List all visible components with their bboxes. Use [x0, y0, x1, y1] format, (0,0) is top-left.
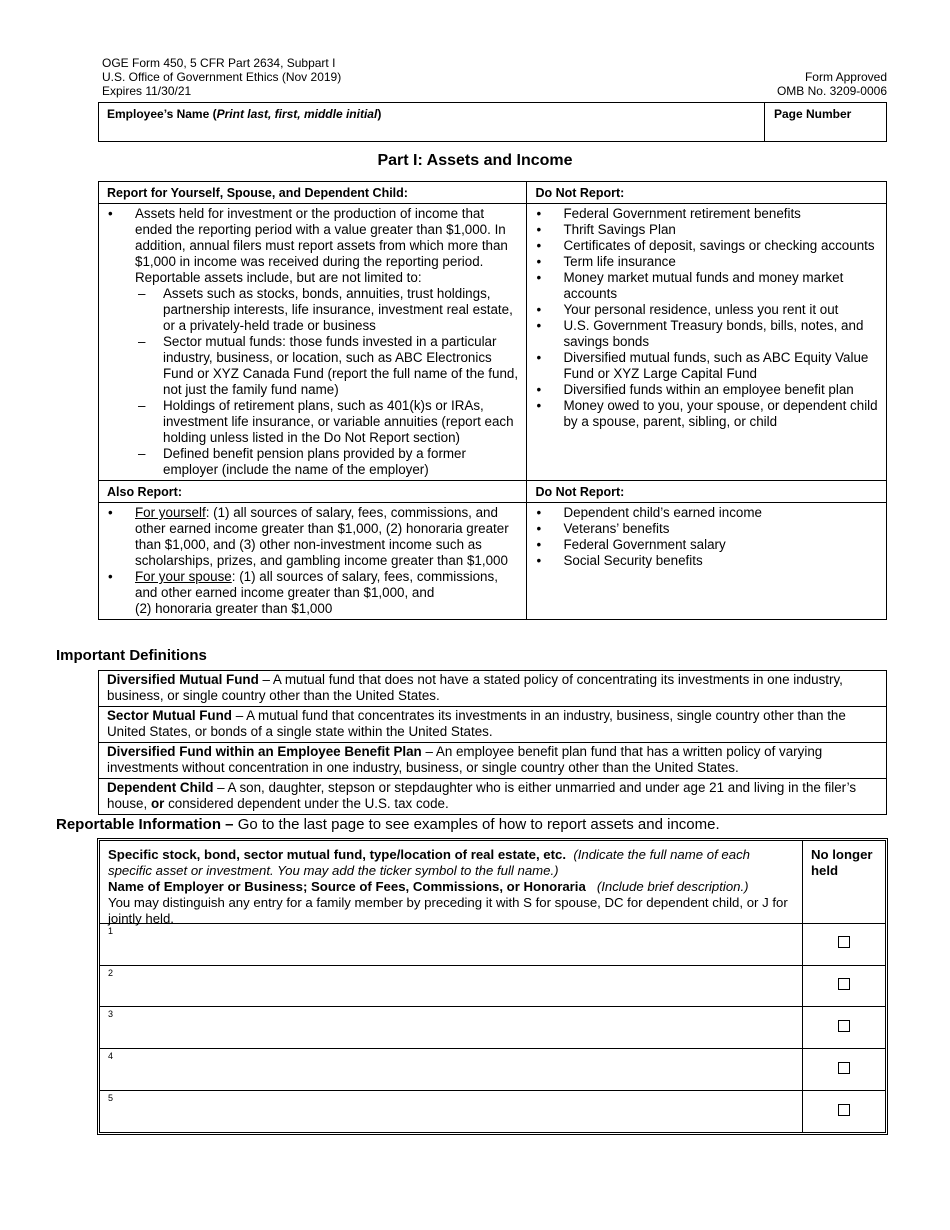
part-title: Part I: Assets and Income	[377, 152, 573, 169]
employee-name-cell	[99, 103, 765, 141]
list-item: • Your personal residence, unless you rent it out	[527, 302, 880, 318]
page-number-label: Page Number	[774, 107, 852, 121]
report-intro-item: • Assets held for investment or the production of income that ended the reporting period with a value greater than $1,000. In addition, annual filers must report assets from which more than $1,000 in income was received during the reporting period. Reportable assets include, but are not limited to: – Assets such as stocks, bonds, annuities, trust holdings, partnership interests, life insurance, investment real estate, or a privately-held trade or business – Sector mutual funds: those funds invested in a particular industry, business, or location, such as ABC Electronics Fund or XYZ Canada Fund (report the full name of the fund, not just the family fund name) – Holdings of retirement plans, such as 401(k)s or IRAs, investment life insurance, or variable annuities (report each holding unless listed in the Do Not Report section) – Defined benefit pension plans provided by a former employer (include the name of the employer)	[99, 206, 520, 478]
also-report-cell	[99, 503, 527, 620]
report-cell	[99, 204, 527, 481]
no-longer-held-checkbox[interactable]	[838, 978, 850, 990]
list-item: – Defined benefit pension plans provided by a former employer (include the name of the employer)	[135, 446, 520, 478]
list-item: • Veterans’ benefits	[527, 521, 880, 537]
row-number: 5	[108, 1093, 114, 1104]
report-heading: Report for Yourself, Spouse, and Dependent Child:	[99, 182, 527, 204]
row-number: 3	[108, 1009, 114, 1020]
entry-cell[interactable]	[100, 966, 803, 1008]
page-number-input[interactable]	[774, 125, 878, 139]
form-header-right	[777, 70, 887, 98]
form-header-left	[102, 56, 341, 98]
entry-cell[interactable]	[100, 1091, 803, 1132]
list-item: • Dependent child’s earned income	[527, 505, 880, 521]
office-line: U.S. Office of Government Ethics (Nov 2019)	[102, 70, 342, 84]
reportable-heading: Reportable Information – Go to the last page to see examples of how to report assets and income.	[56, 816, 720, 833]
form-id-line: OGE Form 450, 5 CFR Part 2634, Subpart I	[102, 56, 336, 70]
definition-row: Diversified Mutual Fund – A mutual fund that does not have a stated policy of concentrating its investments in one industry, business, or single country other than the United States.	[99, 671, 887, 707]
do-not-report-heading-2: Do Not Report:	[527, 481, 887, 503]
reportable-column-header: Specific stock, bond, sector mutual fund, type/location of real estate, etc. (Indicate the full name of each specific asset or investment. You may add the ticker symbol to the full name.) Name of Employer or Business; Source of Fees, Commissions, or Honoraria (Include brief description.) You may distinguish any entry for a family member by preceding it with S for spouse, DC for dependent child, or J for jointly held.	[100, 841, 803, 924]
list-item: – Holdings of retirement plans, such as 401(k)s or IRAs, investment life insurance, or variable annuities (report each holding unless listed in the Do Not Report section)	[135, 398, 520, 446]
table-row	[100, 924, 885, 966]
no-longer-held-checkbox[interactable]	[838, 1104, 850, 1116]
list-item: • Money owed to you, your spouse, or dependent child by a spouse, parent, sibling, or child	[527, 398, 880, 430]
entry-cell[interactable]	[100, 924, 803, 966]
list-item: • Diversified mutual funds, such as ABC Equity Value Fund or XYZ Large Capital Fund	[527, 350, 880, 382]
row-number: 4	[108, 1051, 114, 1062]
row-number: 2	[108, 967, 114, 978]
employee-name-label: Employee’s Name (Print last, first, middle initial)	[107, 107, 382, 121]
expires-line: Expires 11/30/21	[102, 84, 192, 98]
list-item: • Certificates of deposit, savings or checking accounts	[527, 238, 880, 254]
definition-row: Dependent Child – A son, daughter, stepson or stepdaughter who is either unmarried and under age 21 and living in the filer’s house, or considered dependent under the U.S. tax code.	[99, 779, 887, 815]
definition-row: Diversified Fund within an Employee Benefit Plan – An employee benefit plan fund that has a written policy of varying investments without concentration in one industry, business, or single country other than the United States.	[99, 743, 887, 779]
assets-income-table	[98, 181, 887, 620]
also-report-heading: Also Report:	[99, 481, 527, 503]
page-number-cell	[766, 103, 886, 141]
list-item: • Diversified funds within an employee benefit plan	[527, 382, 880, 398]
report-sub-list	[135, 286, 520, 478]
list-item: • Social Security benefits	[527, 553, 880, 569]
employee-name-input[interactable]	[107, 125, 756, 139]
do-not-report-cell	[527, 204, 887, 481]
list-item: • Federal Government retirement benefits	[527, 206, 880, 222]
no-longer-held-header: No longer held	[803, 841, 885, 924]
reportable-table	[97, 838, 888, 1135]
list-item: • Term life insurance	[527, 254, 880, 270]
list-item: • Federal Government salary	[527, 537, 880, 553]
no-longer-held-checkbox[interactable]	[838, 936, 850, 948]
omb-number-line: OMB No. 3209-0006	[776, 84, 887, 98]
row-number: 1	[108, 925, 114, 936]
do-not-report-cell-2	[527, 503, 887, 620]
definitions-heading: Important Definitions	[56, 647, 207, 664]
form-approved-line: Form Approved	[804, 70, 887, 84]
list-item: – Sector mutual funds: those funds invested in a particular industry, business, or location, such as ABC Electronics Fund or XYZ Canada Fund (report the full name of the fund, not just the family fund name)	[135, 334, 520, 398]
definitions-table	[98, 670, 887, 815]
table-row	[100, 966, 885, 1008]
no-longer-held-checkbox[interactable]	[838, 1062, 850, 1074]
also-spouse-item: • For your spouse: (1) all sources of salary, fees, commissions, and other earned income greater than $1,000, and (2) honoraria greater than $1,000	[99, 569, 520, 617]
list-item: • Money market mutual funds and money market accounts	[527, 270, 880, 302]
reportable-subtext: Go to the last page to see examples of how to report assets and income.	[233, 816, 720, 833]
table-row	[100, 1049, 885, 1091]
table-row	[100, 1007, 885, 1049]
list-item: • U.S. Government Treasury bonds, bills, notes, and savings bonds	[527, 318, 880, 350]
name-page-box	[98, 102, 887, 142]
table-row	[100, 1091, 885, 1132]
entry-cell[interactable]	[100, 1007, 803, 1049]
entry-cell[interactable]	[100, 1049, 803, 1091]
do-not-report-heading: Do Not Report:	[527, 182, 887, 204]
also-yourself-item: • For yourself: (1) all sources of salary, fees, commissions, and other earned income greater than $1,000, (2) honoraria greater than $1,000, and (3) other non-investment income such as scholarships, prizes, and gambling income greater than $1,000	[99, 505, 520, 569]
no-longer-held-checkbox[interactable]	[838, 1020, 850, 1032]
list-item: • Thrift Savings Plan	[527, 222, 880, 238]
list-item: – Assets such as stocks, bonds, annuities, trust holdings, partnership interests, life insurance, investment real estate, or a privately-held trade or business	[135, 286, 520, 334]
definition-row: Sector Mutual Fund – A mutual fund that concentrates its investments in an industry, business, single country other than the United States, or bonds of a single state within the United States.	[99, 707, 887, 743]
